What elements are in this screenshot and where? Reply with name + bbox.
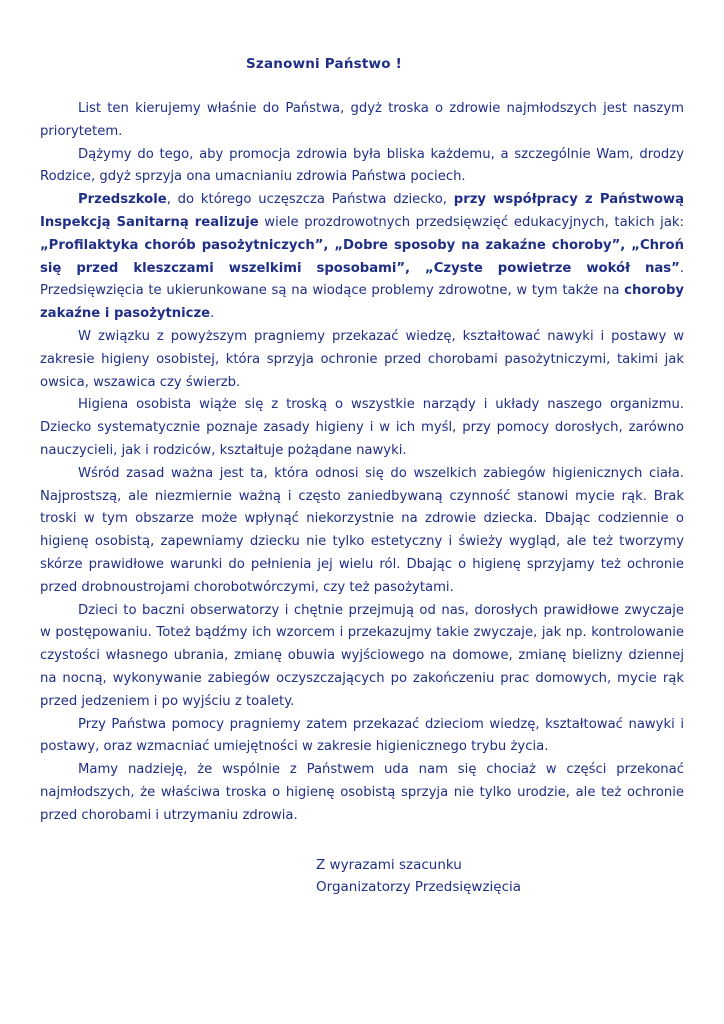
- text-run: List ten kierujemy właśnie do Państwa, gdyż troska o zdrowie najmłodszych jest naszym priorytetem.: [40, 101, 684, 139]
- text-run: Mamy nadzieję, że wspólnie z Państwem uda nam się chociaż w części przekonać najmłodszych, że właściwa troska o higienę osobistą sprzyja nie tylko urodzie, ale też ochronie przed chorobami i utrzymaniu zdrowia.: [40, 762, 684, 823]
- text-run: . Przedsięwzięcia te ukierunkowane są na wiodące problemy zdrowotne, w tym także na: [40, 260, 684, 299]
- text-run: .: [210, 306, 215, 322]
- bold-text-run: Przedszkole: [78, 192, 167, 208]
- paragraph: [40, 714, 684, 760]
- paragraph: [40, 759, 684, 827]
- text-run: Wśród zasad ważna jest ta, która odnosi się do wszelkich zabiegów higienicznych ciała. Najprostszą, ale niezmiernie ważną i często zaniedbywaną czynność stanowi mycie rąk. Brak troski w tym obszarze może wpłynąć niekorzystnie na zdrowie dziecka. Dbając codziennie o higienę osobistą, zapewniamy dziecku nie tylko estetyczny i świeży wygląd, ale też tworzymy skórze prawidłowe warunki do pełnienia jej wielu ról. Dbając o higienę sprzyjamy też ochronie przed drobnoustrojami chorobotwórczymi, czy też pasożytami.: [40, 465, 684, 595]
- paragraph: [40, 463, 684, 600]
- paragraph: [40, 394, 684, 462]
- closing: [316, 854, 684, 898]
- paragraph: [40, 144, 684, 190]
- bold-text-run: przy współpracy z Państwową Inspekcją Sanitarną realizuje: [40, 192, 684, 230]
- text-run: Dzieci to baczni obserwatorzy i chętnie przejmują od nas, dorosłych prawidłowe zwyczaje w postępowaniu. Toteż bądźmy ich wzorcem i przekazujmy takie zwyczaje, jak np. kontrolowanie czystości własnego ubrania, zmianę obuwia wyjściowego na domowe, zmianę bielizny dziennej na nocną, wykonywanie zabiegów oczyszczających po zakończeniu prac domowych, mycie rąk przed jedzeniem i po wyjściu z toalety.: [40, 602, 684, 709]
- paragraph: [40, 189, 684, 326]
- text-run: Dążymy do tego, aby promocja zdrowia była bliska każdemu, a szczególnie Wam, drodzy Rodzice, gdyż sprzyja ona umacnianiu zdrowia Państwa pociech.: [40, 146, 684, 185]
- text-run: , do którego uczęszcza Państwa dziecko,: [166, 192, 454, 208]
- text-run: Higiena osobista wiąże się z troską o wszystkie narządy i układy naszego organizmu. Dziecko systematycznie poznaje zasady higieny i w ich myśl, przy pomocy dorosłych, zarówno nauczycieli, jak i rodziców, kształtuje pożądane nawyki.: [40, 397, 684, 458]
- text-run: Przy Państwa pomocy pragniemy zatem przekazać dzieciom wiedzę, kształtować nawyki i postawy, oraz wzmacniać umiejętności w zakresie higienicznego trybu życia.: [40, 716, 684, 755]
- paragraph: [40, 98, 684, 144]
- text-run: W związku z powyższym pragniemy przekazać wiedzę, kształtować nawyki i postawy w zakresie higieny osobistej, która sprzyja ochronie przed chorobami pasożytniczymi, takimi jak owsica, wszawica czy świerzb.: [40, 328, 684, 390]
- paragraph: [40, 326, 684, 394]
- letter-body: [40, 98, 684, 828]
- closing-regards: Z wyrazami szacunku: [316, 856, 462, 873]
- text-run: wiele prozdrowotnych przedsięwzięć edukacyjnych, takich jak:: [258, 214, 684, 230]
- paragraph: [40, 600, 684, 714]
- bold-text-run: „Profilaktyka chorób pasożytniczych”, „Dobre sposoby na zakaźne choroby”, „Chroń się przed kleszczami wszelkimi sposobami”, „Czyste powietrze wokół nas”: [40, 237, 684, 276]
- closing-signature: Organizatorzy Przedsięwzięcia: [316, 878, 522, 895]
- salutation: Szanowni Państwo !: [246, 56, 402, 72]
- bold-text-run: choroby zakaźne i pasożytnicze: [40, 283, 684, 322]
